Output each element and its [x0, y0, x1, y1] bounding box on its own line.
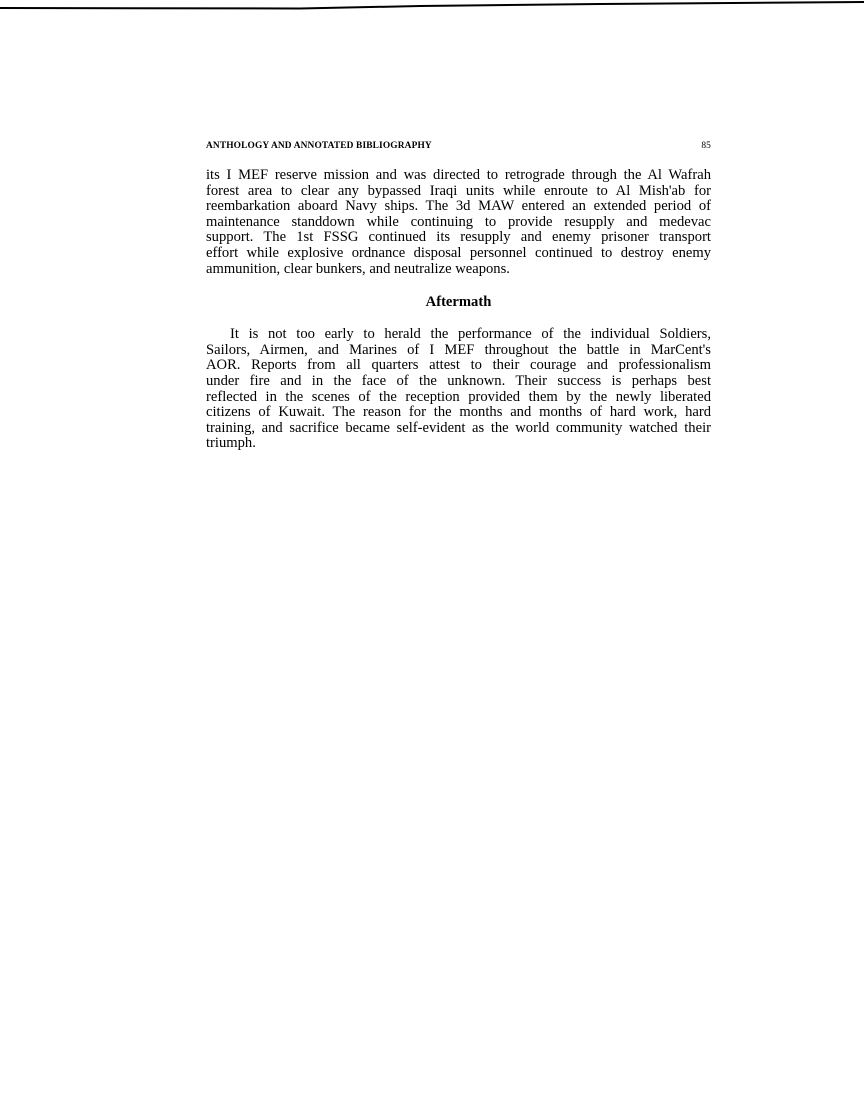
body-paragraph-continued: [206, 168, 711, 277]
text-line: support. The 1st FSSG continued its resupply and enemy prisoner transport: [206, 229, 711, 246]
text-line: forest area to clear any bypassed Iraqi units while enroute to Al Mish'ab for: [206, 182, 711, 199]
page-number: 85: [701, 141, 711, 151]
text-line: under fire and in the face of the unknown. Their success is perhaps best: [206, 372, 711, 389]
text-line: reembarkation aboard Navy ships. The 3d MAW entered an extended period of: [206, 198, 711, 215]
text-line: ammunition, clear bunkers, and neutralize weapons.: [206, 260, 510, 277]
scan-edge-line: [0, 0, 864, 10]
text-line: citizens of Kuwait. The reason for the months and months of hard work, hard: [206, 404, 711, 421]
text-line: effort while explosive ordnance disposal personnel continued to destroy enemy: [206, 244, 711, 261]
text-line: triumph.: [206, 435, 256, 452]
text-line: its I MEF reserve mission and was directed to retrograde through the Al Wafrah: [206, 167, 711, 183]
text-line: Sailors, Airmen, and Marines of I MEF throughout the battle in MarCent's: [206, 341, 711, 358]
document-page: [206, 137, 711, 452]
running-header: [206, 137, 711, 157]
text-line: AOR. Reports from all quarters attest to their courage and professionalism: [206, 357, 711, 374]
text-line: maintenance standdown while continuing to provide resupply and medevac: [206, 213, 711, 230]
running-title: ANTHOLOGY AND ANNOTATED BIBLIOGRAPHY: [206, 141, 432, 151]
text-line: It is not too early to herald the performance of the individual Soldiers,: [230, 326, 711, 343]
text-line: reflected in the scenes of the reception provided them by the newly liberated: [206, 388, 711, 405]
text-line: training, and sacrifice became self-evident as the world community watched their: [206, 419, 711, 436]
section-heading: Aftermath: [425, 294, 492, 311]
body-paragraph: [206, 327, 711, 452]
